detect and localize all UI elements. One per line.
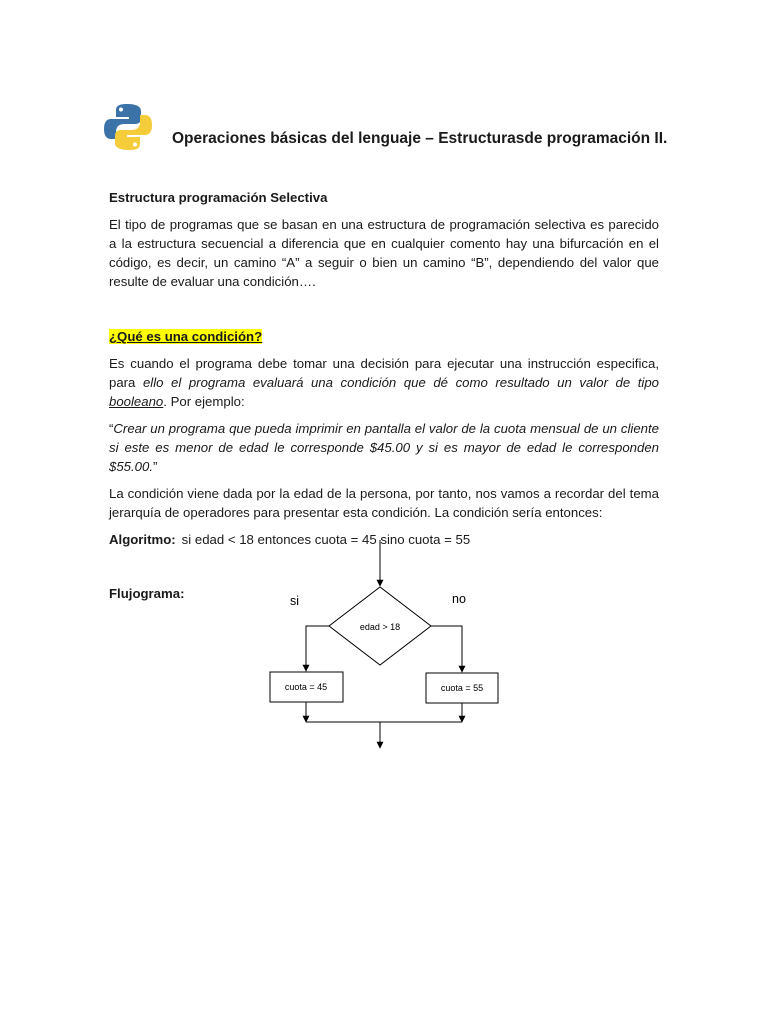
flowchart-diagram bbox=[260, 536, 520, 756]
intro-paragraph: El tipo de programas que se basan en una estructura de programación selectiva es parecido a la estructura secuencial a diferencia que en cualquier comento hay una bifurcación en el código, es decir, un camino “A” a seguir o bien un camino “B”, dependiendo del valor que resulte de evaluar una condición…. bbox=[109, 217, 659, 289]
definition-part-2: ello el programa evaluará una condición que dé como resultado un valor de tipo bbox=[142, 375, 659, 390]
quote-close-mark: ” bbox=[153, 459, 158, 474]
question-heading: ¿Qué es una condición? bbox=[109, 329, 263, 344]
definition-boolean-term: booleano bbox=[109, 394, 164, 409]
definition-part-4: . Por ejemplo: bbox=[163, 394, 245, 409]
decision-condition: edad > 18 bbox=[359, 622, 401, 632]
yes-process-text: cuota = 45 bbox=[284, 682, 328, 692]
quote-open-mark: “ bbox=[109, 421, 114, 436]
yes-label: si bbox=[290, 594, 300, 608]
flowchart-label: Flujograma: bbox=[109, 586, 185, 601]
document-title: Operaciones básicas del lenguaje – Estructurasde programación II. bbox=[172, 130, 668, 147]
question-heading-line bbox=[109, 327, 659, 346]
algorithm-text: si edad < 18 entonces cuota = 45 sino cuota = 55 bbox=[181, 532, 471, 547]
no-branch-line bbox=[431, 626, 462, 672]
section-heading: Estructura programación Selectiva bbox=[109, 190, 328, 205]
algorithm-label: Algoritmo: bbox=[109, 532, 176, 547]
condition-paragraph: La condición viene dada por la edad de la persona, por tanto, nos vamos a recordar del tema jerarquía de operadores para presentar esta condición. La condición sería entonces: bbox=[109, 486, 659, 520]
python-logo-icon bbox=[103, 103, 153, 151]
definition-paragraph bbox=[109, 354, 659, 411]
example-quote-text: Crear un programa que pueda imprimir en pantalla el valor de la cuota mensual de un cliente si este es menor de edad le corresponde $45.00 y si es mayor de edad le corresponden $55.00. bbox=[109, 421, 659, 474]
definition-part-1: Es cuando el programa debe tomar una decisión para ejecutar una instrucción especifica, para bbox=[109, 356, 659, 390]
no-process-text: cuota = 55 bbox=[440, 683, 484, 693]
example-quote bbox=[109, 419, 659, 476]
yes-branch-line bbox=[306, 626, 329, 671]
document-body bbox=[109, 188, 659, 549]
no-label: no bbox=[452, 592, 466, 606]
